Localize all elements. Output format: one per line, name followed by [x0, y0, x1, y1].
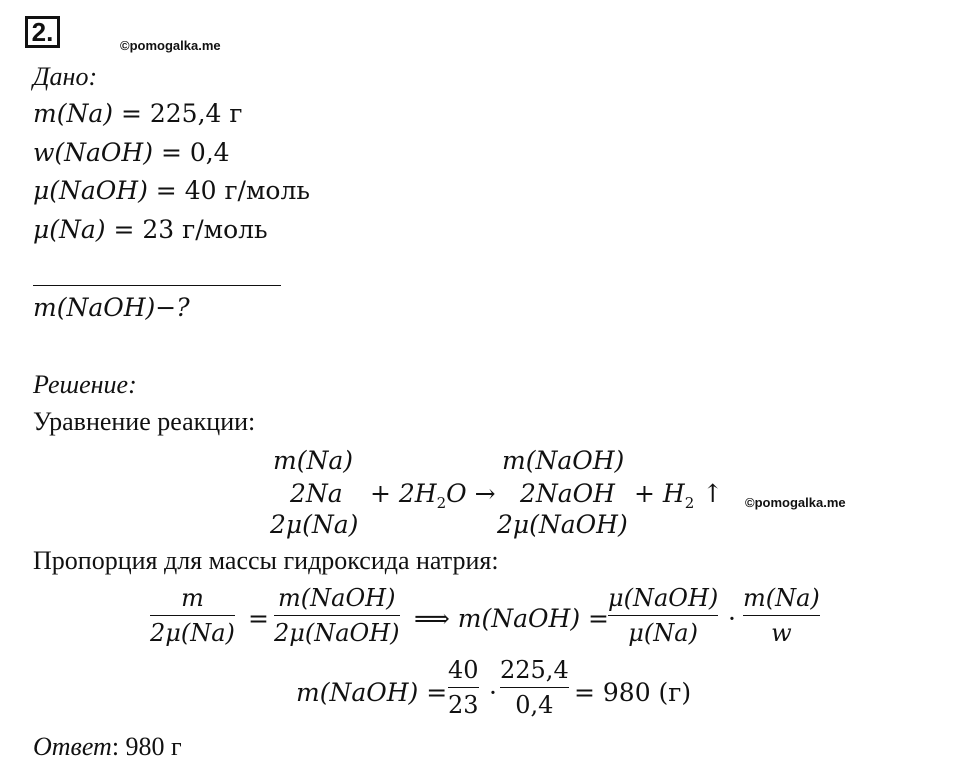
reaction-hydrogen: + $H_2$ ↑: [634, 479, 724, 512]
calculation-fraction-1: 40 23: [448, 656, 479, 719]
proportion-equals: =: [248, 604, 269, 633]
calculation-dot: ·: [489, 678, 497, 707]
given-line-4: [33, 215, 268, 244]
given-line-4-lhs: μ(Na): [33, 215, 106, 244]
proportion-dot: ·: [728, 604, 736, 633]
proportion-fraction-2: m(NaOH) 2μ(NaOH): [274, 584, 400, 647]
find-line: [33, 293, 190, 322]
given-line-1-lhs: m(Na): [33, 99, 113, 128]
proportion-implies: ⟹ m(NaOH) =: [414, 604, 609, 633]
given-line-2: [33, 138, 230, 167]
reaction-col1-top: m(Na): [273, 446, 353, 475]
given-line-3-lhs: μ(NaOH): [33, 176, 148, 205]
calculation-lhs: m(NaOH) =: [296, 678, 448, 707]
reaction-col1-mid: 2Na: [290, 479, 343, 508]
calculation-fraction-2: 225,4 0,4: [500, 656, 569, 719]
proportion-fraction-3: μ(NaOH) μ(Na): [608, 584, 719, 647]
proportion-fraction-1: m 2μ(Na): [150, 584, 235, 647]
reaction-col2-top: m(NaOH): [502, 446, 625, 475]
answer-value: : 980 г: [111, 732, 182, 761]
given-line-1: [33, 99, 242, 128]
problem-number: 2.: [25, 16, 60, 48]
reaction-label: Уравнение реакции:: [33, 407, 256, 436]
given-line-2-rhs: = 0,4: [160, 138, 230, 167]
proportion-fraction-4: m(Na) w: [743, 584, 820, 647]
given-divider: [33, 285, 281, 286]
proportion-label: Пропорция для массы гидроксида натрия:: [33, 546, 499, 575]
reaction-col2-mid: 2NaOH: [520, 479, 615, 508]
given-heading: Дано:: [33, 62, 98, 91]
answer-label: Ответ: [33, 732, 112, 761]
reaction-col2-bot: 2μ(NaOH): [497, 510, 628, 539]
given-line-2-lhs: w(NaOH): [33, 138, 153, 167]
given-line-3: [33, 176, 310, 205]
solution-heading: Решение:: [33, 370, 137, 399]
reaction-col1-bot: 2μ(Na): [270, 510, 359, 539]
calculation-result: = 980 (г): [574, 678, 692, 707]
find-text: m(NaOH)−?: [33, 293, 190, 322]
reaction-water: + $2H_2O$ →: [370, 479, 496, 512]
watermark-middle: ©pomogalka.me: [745, 495, 846, 510]
answer-line: [33, 732, 182, 762]
given-line-1-rhs: = 225,4 г: [120, 99, 243, 128]
given-line-3-rhs: = 40 г/моль: [155, 176, 310, 205]
watermark-top: ©pomogalka.me: [120, 38, 221, 53]
given-line-4-rhs: = 23 г/моль: [113, 215, 268, 244]
